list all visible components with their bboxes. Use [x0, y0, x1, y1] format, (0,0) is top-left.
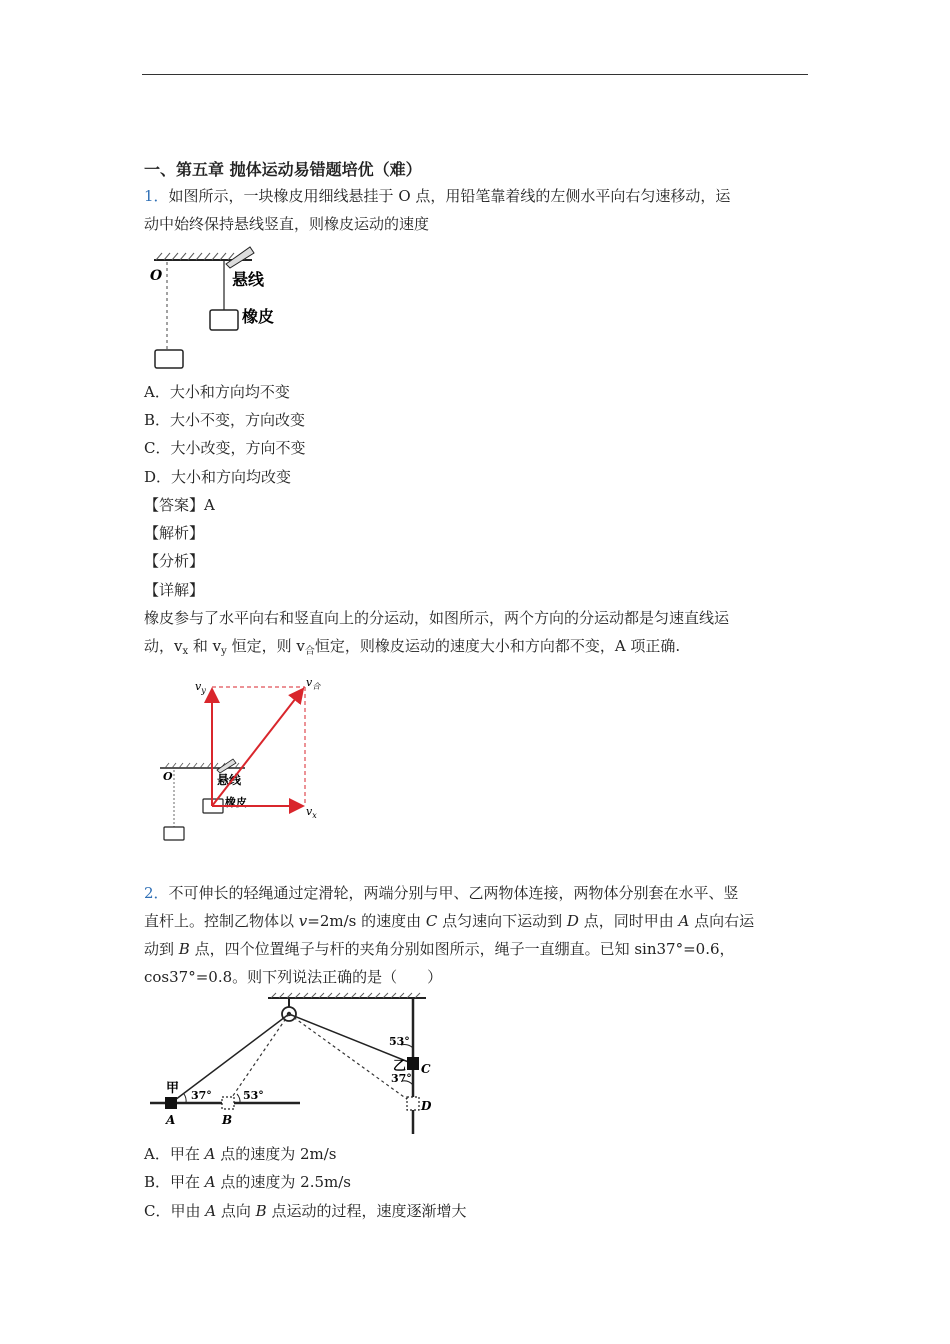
q2-option-c: C．甲由 A 点向 B 点运动的过程，速度逐渐增大 [144, 1202, 467, 1220]
q1-fig2-label-eraser: 橡皮 [225, 796, 247, 809]
q1-detail-label: 【详解】 [144, 581, 205, 599]
q1-fig2-label-o: O [163, 770, 173, 783]
q1-detail-line1: 橡皮参与了水平向右和竖直向上的分运动，如图所示，两个方向的分运动都是匀速直线运 [144, 609, 730, 627]
q1-option-c: C．大小改变，方向不变 [144, 439, 306, 457]
q2-option-a: A．甲在 A 点的速度为 2m/s [144, 1145, 337, 1163]
block-yi [407, 1057, 419, 1070]
header-rule [142, 74, 808, 75]
q1-option-a: A．大小和方向均不变 [144, 383, 290, 401]
q1-label-thread: 悬线 [232, 270, 265, 289]
label-point-d: D [421, 1099, 432, 1113]
angle-a: 37° [191, 1089, 212, 1102]
q1-number: 1． [144, 187, 169, 205]
q1-velocity-figure [155, 672, 335, 847]
q1-fig2-label-thread: 悬线 [217, 773, 242, 787]
q1-answer: 【答案】A [144, 496, 215, 514]
pencil-icon-small [217, 759, 236, 773]
angle-d: 37° [391, 1072, 412, 1085]
q1-stem-line2: 动中始终保持悬线竖直，则橡皮运动的速度 [144, 215, 430, 233]
q1-figure [140, 240, 300, 375]
q2-option-b: B．甲在 A 点的速度为 2.5m/s [144, 1173, 352, 1191]
q2-figure [148, 990, 448, 1138]
label-point-a: A [166, 1113, 176, 1127]
angle-b: 53° [243, 1089, 264, 1102]
q2-number: 2． [144, 884, 169, 902]
v-resultant-label: $v_合$ [306, 676, 321, 691]
q1-label-eraser: 橡皮 [242, 307, 275, 326]
q1-eraser-initial [155, 350, 183, 368]
v-resultant-arrow [212, 689, 303, 806]
angle-c: 53° [389, 1035, 410, 1048]
label-point-c: C [421, 1062, 431, 1076]
block-jia [165, 1097, 177, 1109]
vy-label: $v_y$ [195, 680, 206, 695]
q1-stem-line1: 1．如图所示，一块橡皮用细线悬挂于 O 点，用铅笔靠着线的左侧水平向右匀速移动，运 [144, 187, 731, 205]
label-point-b: B [222, 1113, 233, 1127]
section-heading: 一、第五章 抛体运动易错题培优（难） [144, 160, 422, 179]
q2-line2: 直杆上。控制乙物体以 v=2m/s 的速度由 C 点匀速向下运动到 D 点，同时甲由 A 点向右运 [144, 912, 755, 930]
label-yi: 乙 [393, 1059, 407, 1074]
q2-line3: 动到 B 点，四个位置绳子与杆的夹角分别如图所示，绳子一直绷直。已知 sin37°=0.6， [144, 940, 735, 958]
q1-label-o: O [150, 268, 163, 284]
vx-label: $v_x$ [306, 805, 317, 820]
q1-detail-line2: 动，$v_x$ 和 $v_y$ 恒定，则 $v_合$恒定，则橡皮运动的速度大小和方向都不变，A 项正确. [144, 637, 681, 657]
q1-option-b: B．大小不变，方向改变 [144, 411, 306, 429]
block-jia-ghost [222, 1097, 234, 1109]
q1-analysis-label: 【解析】 [144, 524, 205, 542]
q2-line1: 2．不可伸长的轻绳通过定滑轮，两端分别与甲、乙两物体连接，两物体分别套在水平、竖 [144, 884, 739, 902]
label-jia: 甲 [166, 1081, 180, 1096]
block-yi-ghost [407, 1097, 419, 1110]
q2-line4: cos37°=0.8。则下列说法正确的是（ ） [144, 968, 443, 986]
q1-eraser [210, 310, 238, 330]
q1-option-d: D．大小和方向均改变 [144, 468, 292, 486]
q1-fenxi-label: 【分析】 [144, 552, 205, 570]
